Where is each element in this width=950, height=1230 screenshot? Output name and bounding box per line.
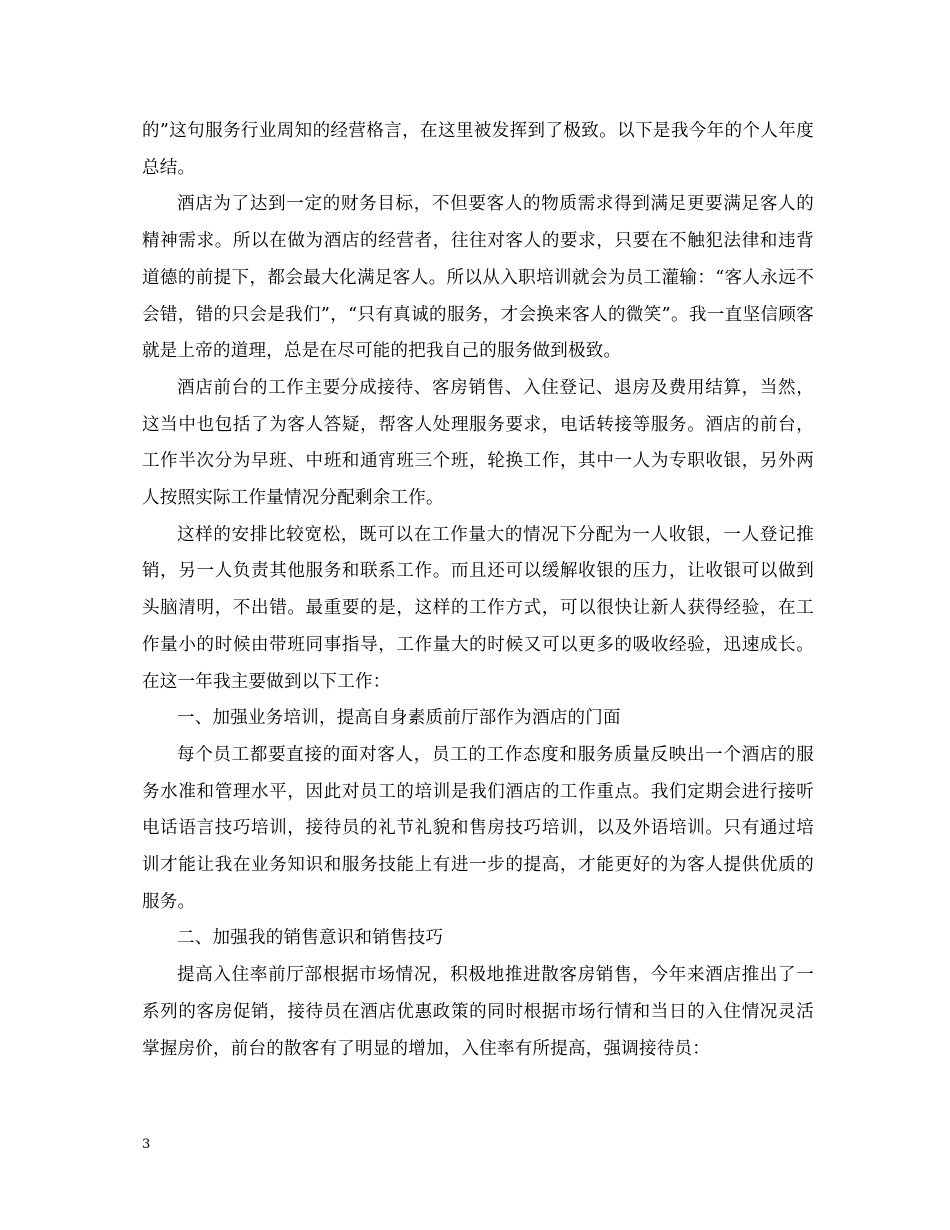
- section-heading-training: 一、加强业务培训，提高自身素质前厅部作为酒店的门面: [177, 708, 621, 729]
- paragraph-continuation: 的”这句服务行业周知的经营格言，在这里被发挥到了极致。以下是我今年的个人年度总结。: [142, 121, 814, 178]
- paragraph-front-desk-duties: 酒店前台的工作主要分成接待、客房销售、入住登记、退房及费用结算，当然，这当中也包括了为客人答疑，帮客人处理服务要求，电话转接等服务。酒店的前台，工作半次分为早班、中班和通宵班三个班，轮换工作，其中一人为专职收银，另外两人按照实际工作量情况分配剩余工作。: [142, 377, 814, 509]
- section-heading-sales: 二、加强我的销售意识和销售技巧: [177, 928, 444, 949]
- page-number: 3: [142, 1137, 151, 1152]
- body-text: [142, 113, 814, 1067]
- paragraph-training: 每个员工都要直接的面对客人，员工的工作态度和服务质量反映出一个酒店的服务水准和管理水平，因此对员工的培训是我们酒店的工作重点。我们定期会进行接听电话语言技巧培训，接待员的礼节礼貌和售房技巧培训，以及外语培训。只有通过培训才能让我在业务知识和服务技能上有进一步的提高，才能更好的为客人提供优质的服务。: [142, 744, 814, 912]
- paragraph-service-philosophy: 酒店为了达到一定的财务目标，不但要客人的物质需求得到满足更要满足客人的精神需求。所以在做为酒店的经营者，往往对客人的要求，只要在不触犯法律和违背道德的前提下，都会最大化满足客人。所以从入职培训就会为员工灌输：“客人永远不会错，错的只会是我们”，“只有真诚的服务，才会换来客人的微笑”。我一直坚信顾客就是上帝的道理，总是在尽可能的把我自己的服务做到极致。: [142, 194, 814, 362]
- paragraph-sales: 提高入住率前厅部根据市场情况，积极地推进散客房销售，今年来酒店推出了一系列的客房促销，接待员在酒店优惠政策的同时根据市场行情和当日的入住情况灵活掌握房价，前台的散客有了明显的增加，入住率有所提高，强调接待员：: [142, 965, 814, 1059]
- paragraph-shift-arrangement: 这样的安排比较宽松，既可以在工作量大的情况下分配为一人收银，一人登记推销，另一人负责其他服务和联系工作。而且还可以缓解收银的压力，让收银可以做到头脑清明，不出错。最重要的是，这样的工作方式，可以很快让新人获得经验，在工作量小的时候由带班同事指导，工作量大的时候又可以更多的吸收经验，迅速成长。在这一年我主要做到以下工作：: [142, 524, 814, 692]
